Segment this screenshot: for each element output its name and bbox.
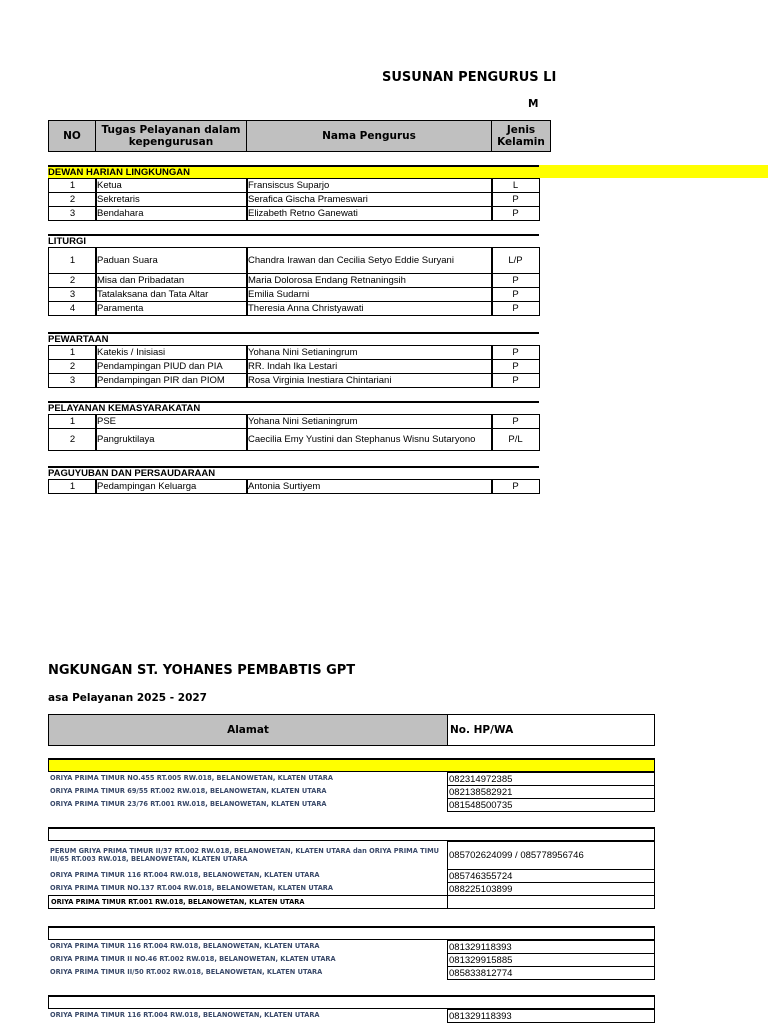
table-cell-tugas: Sekretaris [95,192,248,207]
table-cell-no: 1 [48,414,97,429]
table-cell-jk: P [491,192,540,207]
section-header: DEWAN HARIAN LINGKUNGAN [48,165,539,178]
table-cell-jk: L [491,178,540,193]
table-cell-tugas: Paramenta [95,301,248,316]
page1-subtitle: M [528,98,539,110]
page2-subtitle: asa Pelayanan 2025 - 2027 [48,692,207,704]
section-header: PAGUYUBAN DAN PERSAUDARAAN [48,466,539,479]
phone-cell: 085833812774 [447,966,655,980]
phone-cell: 081329915885 [447,953,655,967]
address-cell: ORIYA PRIMA TIMUR 116 RT.004 RW.018, BELANOWETAN, KLATEN UTARA [50,871,320,879]
table-cell-nama: Elizabeth Retno Ganewati [246,206,493,221]
address-cell: ORIYA PRIMA TIMUR II/50 RT.002 RW.018, BELANOWETAN, KLATEN UTARA [50,968,323,976]
section-header-bar [48,926,655,940]
table-cell-nama: Antonia Surtiyem [246,479,493,494]
address-cell: ORIYA PRIMA TIMUR 116 RT.004 RW.018, BELANOWETAN, KLATEN UTARA [50,942,320,950]
table-cell-no: 3 [48,373,97,388]
table-cell-tugas: Paduan Suara [95,247,248,274]
table-cell-nama: Serafica Gischa Prameswari [246,192,493,207]
table-cell-no: 1 [48,247,97,274]
table-cell-no: 1 [48,345,97,360]
table-cell-tugas: Pendampingan PIUD dan PIA [95,359,248,374]
address-cell: ORIYA PRIMA TIMUR RT.001 RW.018, BELANOWETAN, KLATEN UTARA [48,895,448,909]
phone-cell: 081329118393 [447,940,655,954]
phone-cell: 082138582921 [447,785,655,799]
table-cell-tugas: Katekis / Inisiasi [95,345,248,360]
phone-cell: 085746355724 [447,869,655,883]
address-cell: ORIYA PRIMA TIMUR 69/55 RT.002 RW.018, BELANOWETAN, KLATEN UTARA [50,787,327,795]
section-header-bar [48,995,655,1009]
section-header-bar [48,827,655,841]
table-cell-jk: P [491,287,540,302]
table-cell-nama: RR. Indah Ika Lestari [246,359,493,374]
section-header-bar [48,758,655,772]
table-cell-jk: P [491,273,540,288]
address-cell: PERUM GRIYA PRIMA TIMUR II/37 RT.002 RW.018, BELANOWETAN, KLATEN UTARA dan ORIYA PRIMA TIMU III/65 RT.003 RW.018, BELANOWETAN, KLATEN UTARA [50,847,439,863]
table-cell-no: 1 [48,479,97,494]
table-cell-jk: P [491,414,540,429]
table-cell-tugas: Ketua [95,178,248,193]
section-header: PELAYANAN KEMASYARAKATAN [48,401,539,414]
table-cell-nama: Yohana Nini Setianingrum [246,345,493,360]
table-cell-no: 4 [48,301,97,316]
address-cell: ORIYA PRIMA TIMUR NO.455 RT.005 RW.018, BELANOWETAN, KLATEN UTARA [50,774,333,782]
table-cell-no: 2 [48,359,97,374]
table-cell-nama: Maria Dolorosa Endang Retnaningsih [246,273,493,288]
table-cell-no: 1 [48,178,97,193]
table-cell-nama: Fransiscus Suparjo [246,178,493,193]
table-cell-nama: Yohana Nini Setianingrum [246,414,493,429]
section-header: PEWARTAAN [48,332,539,345]
phone-cell: 082314972385 [447,772,655,786]
sheet-page-right [48,640,656,1024]
phone-cell: 081548500735 [447,798,655,812]
table-cell-no: 3 [48,206,97,221]
phone-cell: 085702624099 / 085778956746 [447,841,655,870]
table-cell-jk: P [491,206,540,221]
table-cell-nama: Caecilia Emy Yustini dan Stephanus Wisnu Sutaryono [246,428,493,451]
header-no: NO [48,120,96,152]
address-cell: ORIYA PRIMA TIMUR II NO.46 RT.002 RW.018, BELANOWETAN, KLATEN UTARA [50,955,336,963]
table-cell-jk: P [491,301,540,316]
section-header: LITURGI [48,234,539,247]
table-cell-jk: P [491,479,540,494]
address-cell: ORIYA PRIMA TIMUR NO.137 RT.004 RW.018, BELANOWETAN, KLATEN UTARA [50,884,333,892]
header-tugas: Tugas Pelayanan dalam kepengurusan [95,120,247,152]
page2-title: NGKUNGAN ST. YOHANES PEMBABTIS GPT [48,663,356,678]
table-cell-tugas: Misa dan Pribadatan [95,273,248,288]
table-cell-no: 2 [48,273,97,288]
header-alamat: Alamat [48,714,448,746]
sheet-page-left [48,0,545,600]
table-cell-nama: Chandra Irawan dan Cecilia Setyo Eddie Suryani [246,247,493,274]
table-cell-no: 2 [48,428,97,451]
table-cell-nama: Rosa Virginia Inestiara Chintariani [246,373,493,388]
header-jk: Jenis Kelamin [491,120,551,152]
table-cell-jk: P [491,373,540,388]
table-cell-jk: P/L [491,428,540,451]
phone-cell: 081329118393 [447,1009,655,1023]
address-cell: ORIYA PRIMA TIMUR 116 RT.004 RW.018, BELANOWETAN, KLATEN UTARA [50,1011,320,1019]
phone-cell [447,895,655,909]
table-cell-jk: P [491,359,540,374]
table-cell-tugas: Pendampingan PIR dan PIOM [95,373,248,388]
table-cell-no: 2 [48,192,97,207]
table-cell-tugas: Tatalaksana dan Tata Altar [95,287,248,302]
phone-cell: 088225103899 [447,882,655,896]
address-cell: ORIYA PRIMA TIMUR 23/76 RT.001 RW.018, BELANOWETAN, KLATEN UTARA [50,800,327,808]
header-hp: No. HP/WA [447,714,655,746]
table-cell-jk: L/P [491,247,540,274]
page1-title: SUSUNAN PENGURUS LI [382,70,557,85]
table-cell-nama: Theresia Anna Christyawati [246,301,493,316]
header-nama: Nama Pengurus [246,120,492,152]
table-cell-no: 3 [48,287,97,302]
table-cell-tugas: Pangruktilaya [95,428,248,451]
table-cell-jk: P [491,345,540,360]
table-cell-nama: Emilia Sudarni [246,287,493,302]
table-cell-tugas: Bendahara [95,206,248,221]
table-cell-tugas: Pedampingan Keluarga [95,479,248,494]
section-highlight-extension [539,165,768,178]
table-cell-tugas: PSE [95,414,248,429]
